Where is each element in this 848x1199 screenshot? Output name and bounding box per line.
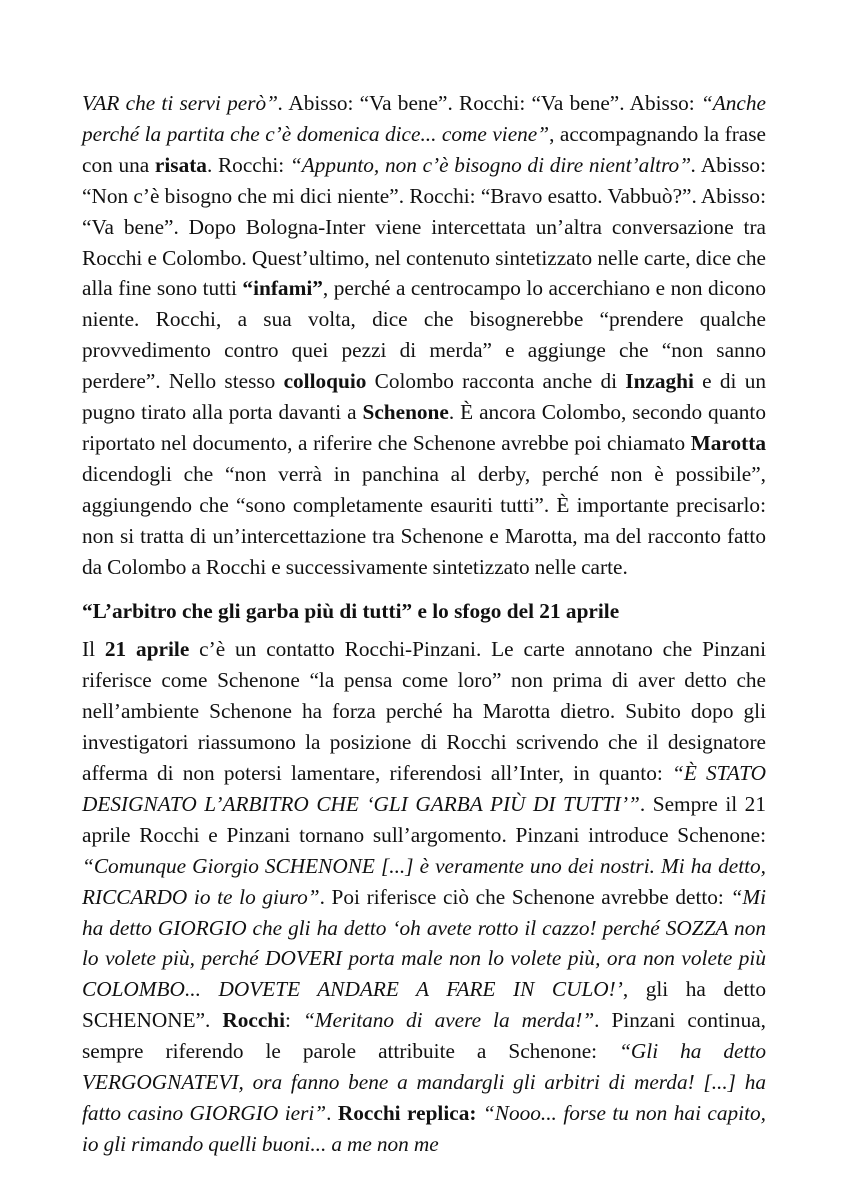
paragraph-2 bbox=[82, 634, 766, 1159]
bold-text-run: 21 aprile bbox=[104, 637, 190, 662]
italic-quote-run: “Meritano di avere la merda!” bbox=[302, 1008, 595, 1033]
paragraph-1 bbox=[82, 88, 766, 583]
text-run: . È ancora Colombo, secondo quanto riportato nel documento, a riferire che Schenone avrebbe poi chiamato bbox=[82, 400, 766, 455]
text-run: Abisso: “Non c’è bisogno che mi dici niente”. Rocchi: “Bravo esatto. Vabbuò?”. Abisso: “Va bene”. Dopo Bologna-Inter viene intercettata un’altra conversazione tra Rocchi e Colombo. Quest’ultimo, nel contenuto sintetizzato nelle carte, dice che alla fine sono tutti bbox=[82, 152, 766, 301]
bold-text-run: Inzaghi bbox=[625, 369, 694, 394]
italic-quote-run: “Anche perché la partita che c’è domenica dice... come viene” bbox=[82, 91, 766, 146]
text-run: . bbox=[326, 1101, 338, 1125]
italic-quote-run: “Nooo... forse tu non hai capito, io gli rimando quelli buoni... a me non me bbox=[82, 1101, 766, 1156]
bold-text-run: Rocchi bbox=[222, 1008, 286, 1033]
text-run: , gli ha detto SCHENONE”. bbox=[82, 977, 766, 1033]
italic-quote-run: “Appunto, non c’è bisogno di dire nient’altro”. bbox=[289, 152, 697, 177]
text-run: : bbox=[285, 1008, 303, 1033]
italic-quote-run: “Mi ha detto GIORGIO che gli ha detto ‘oh avete rotto il cazzo! perché SOZZA non lo volete più, perché DOVERI porta male non lo volete più, ora non volete più COLOMBO... DOVETE ANDARE A FARE IN CULO!’ bbox=[82, 884, 766, 1002]
text-run: , perché a centrocampo lo accerchiano e non dicono niente. Rocchi, a sua volta, dice che bisognerebbe “prendere qualche provvedimento contro quei pezzi di merda” e aggiunge che “non sanno perdere”. Nello stesso bbox=[82, 276, 767, 394]
text-run: , accompagnando la frase con una bbox=[82, 121, 766, 177]
bold-text-run: colloquio bbox=[283, 369, 367, 394]
text-run: Colombo racconta anche di bbox=[366, 369, 626, 394]
text-run: Abisso: “Va bene”. Rocchi: “Va bene”. Abisso: bbox=[283, 91, 701, 115]
text-run: . Sempre il 21 aprile Rocchi e Pinzani tornano sull’argomento. Pinzani introduce Schenone: bbox=[82, 791, 766, 847]
text-run: Il bbox=[82, 637, 105, 662]
italic-quote-run: VAR che ti servi però”. bbox=[82, 91, 284, 115]
bold-text-run: risata bbox=[154, 152, 207, 177]
text-run: . Pinzani continua, sempre riferendo le parole attribuite a Schenone: bbox=[82, 1008, 766, 1064]
text-run: . Poi riferisce ciò che Schenone avrebbe detto: bbox=[319, 884, 731, 909]
italic-quote-run: “Comunque Giorgio SCHENONE [...] è veramente uno dei nostri. Mi ha detto, RICCARDO io te lo giuro” bbox=[82, 853, 766, 909]
text-run: . Rocchi: bbox=[206, 152, 290, 177]
italic-quote-run: “È STATO DESIGNATO L’ARBITRO CHE ‘GLI GARBA PIÙ DI TUTTI’” bbox=[82, 761, 766, 816]
bold-text-run: “infami” bbox=[242, 276, 323, 301]
text-run: e di un pugno tirato alla porta davanti a bbox=[82, 369, 766, 425]
text-run: c’è un contatto Rocchi-Pinzani. Le carte annotano che Pinzani riferisce come Schenone “la pensa come loro” non prima di aver detto che nell’ambiente Schenone ha forza perché ha Marotta dietro. Subito dopo gli investigatori riassumono la posizione di Rocchi scrivendo che il designatore afferma di non potersi lamentare, riferendosi all’Inter, in quanto: bbox=[82, 637, 766, 786]
bold-text-run: Marotta bbox=[690, 430, 766, 455]
document-page bbox=[82, 88, 766, 1160]
bold-text-run: Rocchi replica: bbox=[337, 1101, 477, 1125]
section-heading: “L’arbitro che gli garba più di tutti” e lo sfogo del 21 aprile bbox=[82, 598, 620, 623]
bold-text-run: Schenone bbox=[362, 400, 449, 425]
italic-quote-run: “Gli ha detto VERGOGNATEVI, ora fanno bene a mandargli gli arbitri di merda! [...] ha fatto casino GIORGIO ieri” bbox=[82, 1039, 766, 1125]
text-run: dicendogli che “non verrà in panchina al derby, perché non è possibile”, aggiungendo che “sono completamente esauriti tutti”. È importante precisarlo: non si tratta di un’intercettazione tra Schenone e Marotta, ma del racconto fatto da Colombo a Rocchi e successivamente sintetizzato nelle carte. bbox=[82, 461, 766, 579]
